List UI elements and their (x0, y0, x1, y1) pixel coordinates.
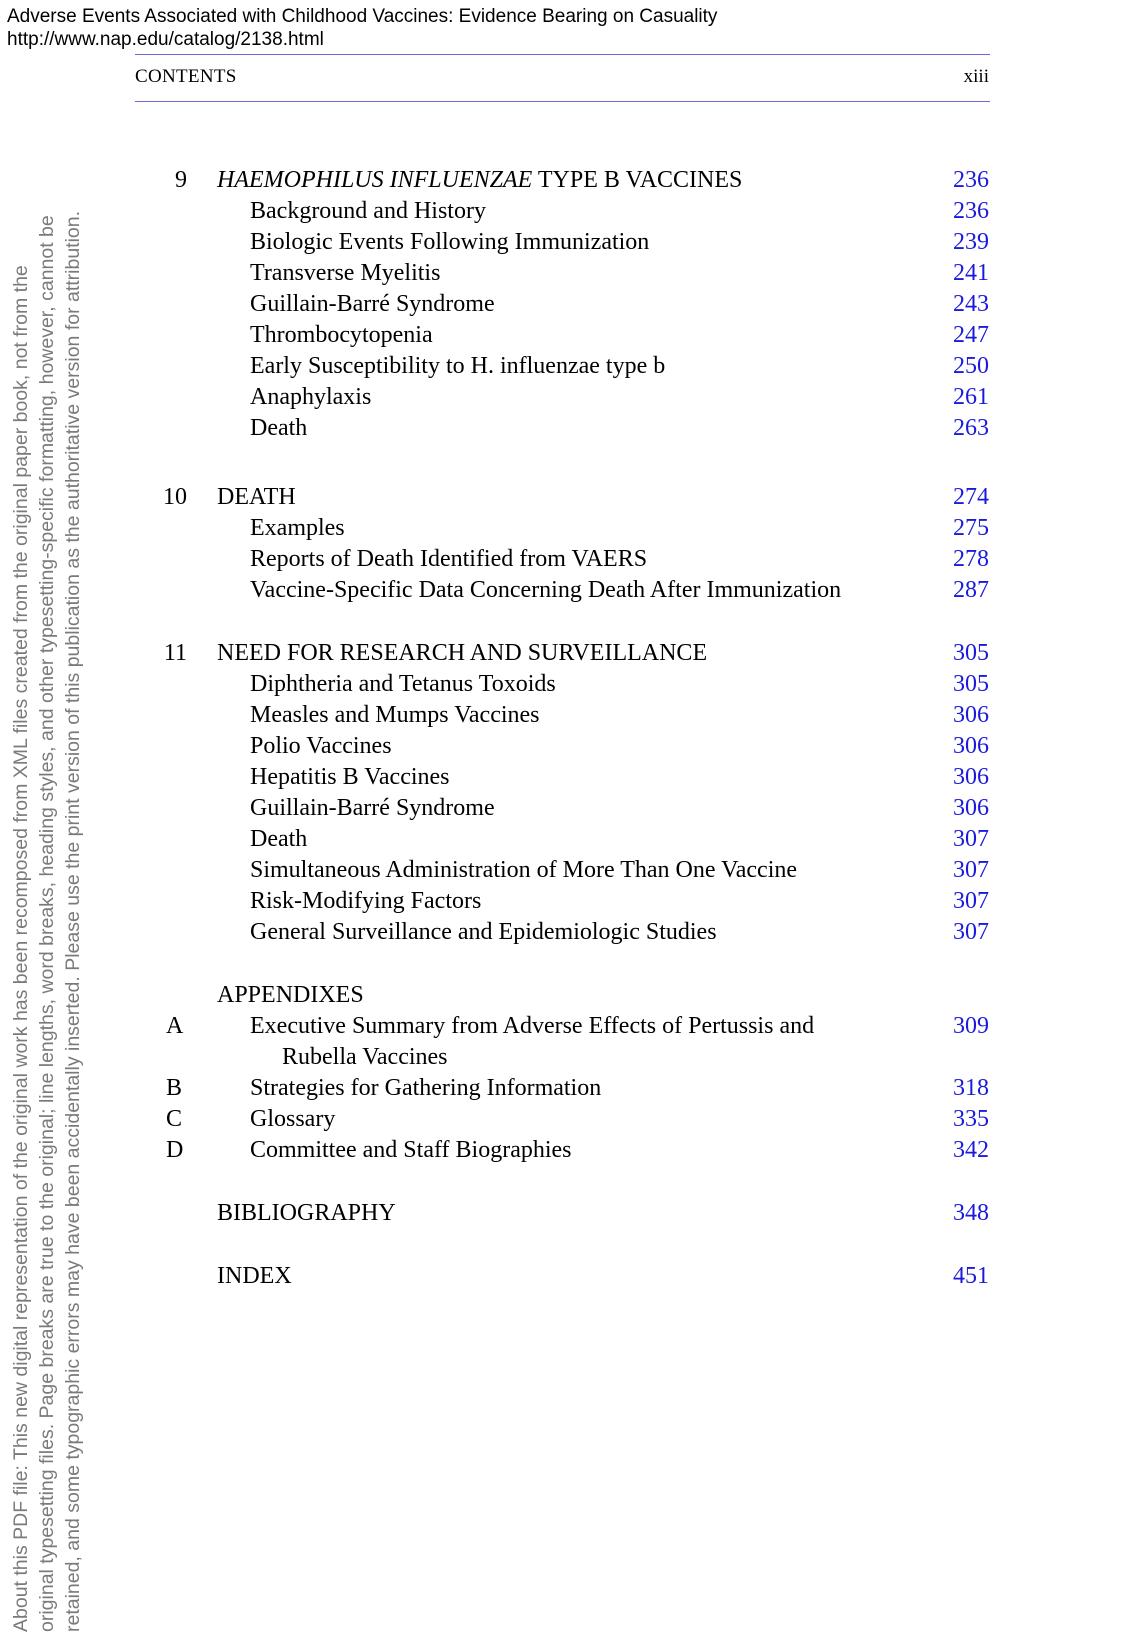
page-number: xiii (963, 66, 989, 87)
toc-section[interactable] (0, 823, 1132, 855)
section-title: Polio Vaccines (250, 733, 392, 759)
page-link[interactable]: 239 (953, 229, 989, 255)
page-link[interactable]: 307 (953, 857, 989, 883)
chapter-number: 9 (175, 167, 187, 193)
header-rule-bottom (135, 101, 990, 102)
section-title: Guillain-Barré Syndrome (250, 795, 495, 821)
appendix-letter: B (166, 1075, 183, 1101)
chapter-title-italic: HAEMOPHILUS INFLUENZAE (217, 167, 533, 193)
toc-appendix-c[interactable] (0, 1103, 1132, 1135)
section-title: Death (250, 826, 308, 852)
running-header (135, 54, 990, 102)
toc-section[interactable] (0, 792, 1132, 824)
section-title: Reports of Death Identified from VAERS (250, 546, 648, 572)
toc-section[interactable] (0, 730, 1132, 762)
toc-chapter-9[interactable] (0, 164, 1132, 196)
toc-section[interactable] (0, 574, 1132, 606)
page-link[interactable]: 306 (953, 764, 989, 790)
toc-appendix-a[interactable] (0, 1010, 1132, 1042)
section-title: General Surveillance and Epidemiologic Studies (250, 919, 717, 945)
toc-section[interactable] (0, 381, 1132, 413)
appendix-title: Glossary (250, 1106, 336, 1132)
toc-section[interactable] (0, 854, 1132, 886)
section-title: Guillain-Barré Syndrome (250, 291, 495, 317)
page-link[interactable]: 250 (953, 353, 989, 379)
toc-section[interactable] (0, 195, 1132, 227)
page-link[interactable]: 335 (953, 1106, 989, 1132)
appendixes-title: APPENDIXES (217, 982, 364, 1008)
page-link[interactable]: 307 (953, 888, 989, 914)
section-title: Examples (250, 515, 345, 541)
chapter-title: NEED FOR RESEARCH AND SURVEILLANCE (217, 640, 708, 666)
page-link[interactable]: 318 (953, 1075, 989, 1101)
appendix-title: Committee and Staff Biographies (250, 1137, 572, 1163)
appendix-title: Executive Summary from Adverse Effects of Pertussis and (250, 1013, 815, 1039)
page-link[interactable]: 236 (953, 167, 989, 193)
toc-section[interactable] (0, 916, 1132, 948)
page-link[interactable]: 306 (953, 702, 989, 728)
appendix-letter: A (166, 1013, 184, 1039)
chapter-title: DEATH (217, 484, 296, 510)
chapter-number: 11 (163, 640, 187, 666)
chapter-number: 10 (163, 484, 187, 510)
section-title: Death (250, 415, 308, 441)
page-link[interactable]: 307 (953, 919, 989, 945)
toc-index[interactable] (0, 1260, 1132, 1292)
toc-section[interactable] (0, 350, 1132, 382)
bibliography-title: BIBLIOGRAPHY (217, 1200, 396, 1226)
section-title: Biologic Events Following Immunization (250, 229, 650, 255)
appendix-letter: D (166, 1137, 184, 1163)
toc-section[interactable] (0, 699, 1132, 731)
section-title: Thrombocytopenia (250, 322, 433, 348)
toc-bibliography[interactable] (0, 1197, 1132, 1229)
page-link[interactable]: 305 (953, 671, 989, 697)
toc-chapter-11[interactable] (0, 637, 1132, 669)
running-title: CONTENTS (135, 66, 237, 87)
toc-section[interactable] (0, 288, 1132, 320)
toc-section[interactable] (0, 512, 1132, 544)
page-link[interactable]: 307 (953, 826, 989, 852)
section-title: Measles and Mumps Vaccines (250, 702, 540, 728)
page-link[interactable]: 247 (953, 322, 989, 348)
toc-appendixes-heading (0, 979, 1132, 1011)
disclaimer-line: retained, and some typographic errors may have been accidentally inserted. Please use the print version of this publication as the authoritative version for attribution. (62, 210, 84, 1632)
book-url[interactable]: http://www.nap.edu/catalog/2138.html (7, 29, 324, 50)
toc-section[interactable] (0, 226, 1132, 258)
header-rule-top (135, 54, 990, 55)
toc-section[interactable] (0, 319, 1132, 351)
disclaimer-line: About this PDF file: This new digital representation of the original work has been recomposed from XML files created from the original paper book, not from the (10, 265, 32, 1632)
toc-appendix-a-cont[interactable] (0, 1041, 1132, 1073)
page-link[interactable]: 309 (953, 1013, 989, 1039)
section-title: Early Susceptibility to H. influenzae type b (250, 353, 666, 379)
appendix-title: Strategies for Gathering Information (250, 1075, 602, 1101)
page-link[interactable]: 243 (953, 291, 989, 317)
section-title: Background and History (250, 198, 486, 224)
page-link[interactable]: 348 (953, 1200, 989, 1226)
toc-section[interactable] (0, 412, 1132, 444)
page-link[interactable]: 278 (953, 546, 989, 572)
toc-appendix-d[interactable] (0, 1134, 1132, 1166)
page-link[interactable]: 241 (953, 260, 989, 286)
page-link[interactable]: 263 (953, 415, 989, 441)
toc-section[interactable] (0, 257, 1132, 289)
section-title: Anaphylaxis (250, 384, 372, 410)
chapter-title (217, 164, 742, 196)
disclaimer-line: original typesetting files. Page breaks are true to the original; line lengths, word breaks, heading styles, and other typesetting-specific formatting, however, cannot be (36, 215, 58, 1632)
appendix-title-cont: Rubella Vaccines (282, 1044, 448, 1070)
toc-section[interactable] (0, 885, 1132, 917)
document-header (7, 5, 717, 51)
page-link[interactable]: 306 (953, 733, 989, 759)
section-title: Risk-Modifying Factors (250, 888, 482, 914)
section-title: Hepatitis B Vaccines (250, 764, 450, 790)
page-link[interactable]: 305 (953, 640, 989, 666)
page-link[interactable]: 287 (953, 577, 989, 603)
index-title: INDEX (217, 1263, 292, 1289)
toc-section[interactable] (0, 761, 1132, 793)
section-title: Transverse Myelitis (250, 260, 441, 286)
toc-chapter-10[interactable] (0, 481, 1132, 513)
page-link[interactable]: 261 (953, 384, 989, 410)
page-link[interactable]: 236 (953, 198, 989, 224)
toc-section[interactable] (0, 668, 1132, 700)
page-link[interactable]: 306 (953, 795, 989, 821)
page-link[interactable]: 275 (953, 515, 989, 541)
toc-appendix-b[interactable] (0, 1072, 1132, 1104)
page-link[interactable]: 274 (953, 484, 989, 510)
book-title: Adverse Events Associated with Childhood Vaccines: Evidence Bearing on Casuality (7, 6, 718, 27)
section-title: Vaccine-Specific Data Concerning Death After Immunization (250, 577, 842, 603)
section-title: Diphtheria and Tetanus Toxoids (250, 671, 556, 697)
appendix-letter: C (166, 1106, 183, 1132)
page-link[interactable]: 342 (953, 1137, 989, 1163)
toc-section[interactable] (0, 543, 1132, 575)
chapter-title-rest: TYPE B VACCINES (532, 167, 743, 193)
page-link[interactable]: 451 (953, 1263, 989, 1289)
section-title: Simultaneous Administration of More Than One Vaccine (250, 857, 798, 883)
